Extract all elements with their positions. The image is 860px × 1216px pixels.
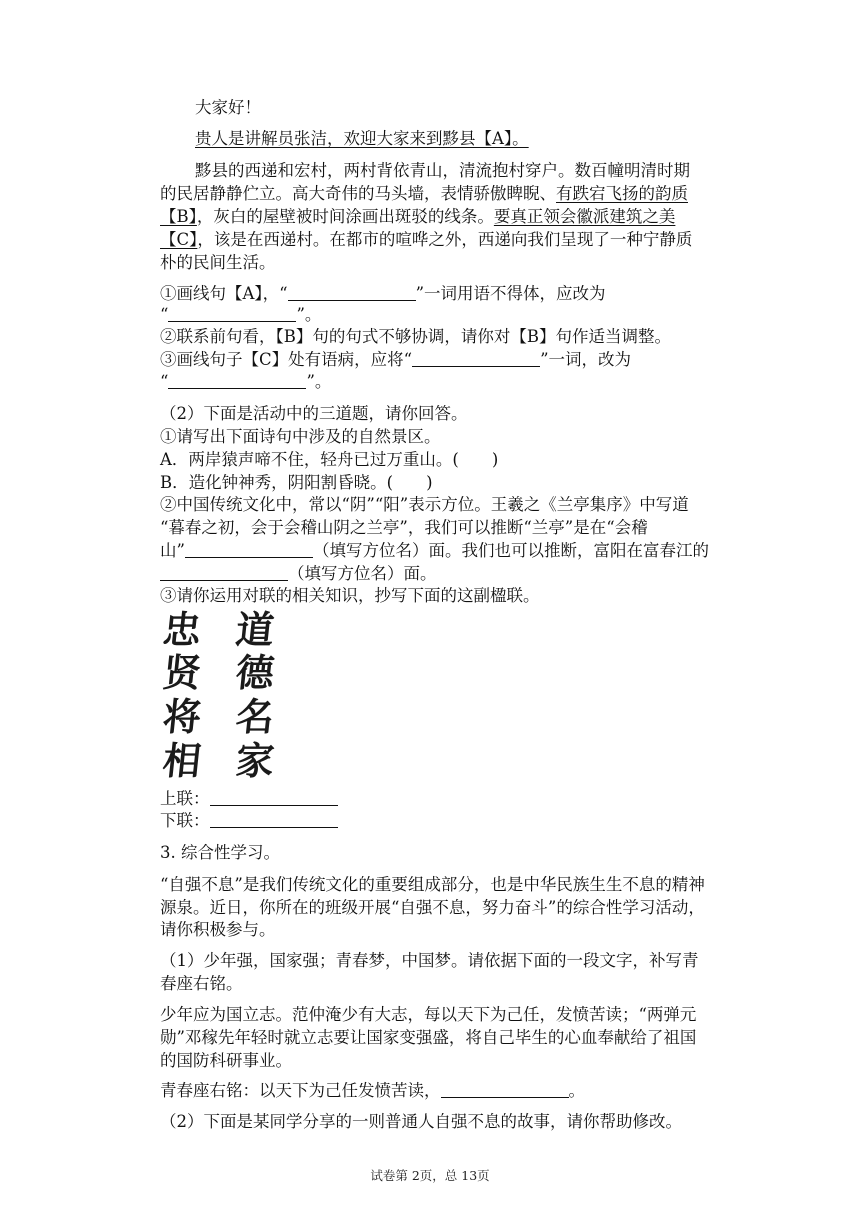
q1-item-c: ③画线句子【C】处有语病，应将“ ”一词，改为 xyxy=(160,350,631,369)
answer-blank[interactable] xyxy=(441,1081,569,1098)
q2-option-a: A．两岸猿声啼不住，轻舟已过万重山。( ) xyxy=(160,450,499,469)
section-3-para-1-line-1: “自强不息”是我们传统文化的重要组成部分，也是中华民族生生不息的精神 xyxy=(160,875,705,894)
passage-line-2: 的民居静静伫立。高大奇伟的马头墙，表情骄傲睥睨、有跌宕飞扬的韵质 xyxy=(160,184,688,203)
answer-blank[interactable] xyxy=(168,305,296,322)
answer-blank[interactable] xyxy=(288,284,416,301)
motto-line: 青春座右铭：以天下为己任发愤苦读， 。 xyxy=(160,1081,585,1100)
passage-line-1: 黟县的西递和宏村，两村背依青山，清流抱村穿户。数百幢明清时期 xyxy=(195,161,690,180)
sentence-b-underlined: 有跌宕飞扬的韵质 xyxy=(556,184,688,203)
passage-line-3: 【B】，灰白的屋壁被时间涂画出斑驳的线条。要真正领会徽派建筑之美 xyxy=(160,207,676,226)
couplet-char: 德 xyxy=(233,650,277,695)
couplet-char: 忠 xyxy=(160,607,204,652)
passage-line-4: 【C】，该是在西递村。在都市的喧哗之外，西递向我们呈现了一种宁静质 xyxy=(160,230,693,249)
greeting: 大家好！ xyxy=(195,98,261,117)
section-3-q2: （2）下面是某同学分享的一则普通人自强不息的故事，请你帮助修改。 xyxy=(160,1112,682,1131)
answer-blank[interactable] xyxy=(168,372,306,389)
upper-couplet-line: 上联： xyxy=(160,788,338,810)
q2-heading: （2）下面是活动中的三道题，请你回答。 xyxy=(160,404,468,423)
section-3-q1-line-2: 春座右铭。 xyxy=(160,974,243,993)
q2-sub-2-line-2: “暮春之初，会于会稽山阴之兰亭”，我们可以推断“兰亭”是在“会稽 xyxy=(160,518,648,537)
answer-blank[interactable] xyxy=(160,564,288,581)
section-3-q1-line-1: （1）少年强，国家强；青春梦，中国梦。请依据下面的一段文字，补写青 xyxy=(160,951,699,970)
section-3-para-2-line-1: 少年应为国立志。范仲淹少有大志，每以天下为己任，发愤苦读；“两弹元 xyxy=(160,1005,697,1024)
couplet-char: 道 xyxy=(233,607,277,652)
couplet-char: 贤 xyxy=(160,650,204,695)
section-3-title: 3. 综合性学习。 xyxy=(160,843,280,862)
answer-blank[interactable] xyxy=(210,811,338,828)
passage-line-5: 朴的民间生活。 xyxy=(160,253,276,272)
sentence-c-underlined: 要真正领会徽派建筑之美 xyxy=(493,207,676,226)
q2-sub-1: ①请写出下面诗句中涉及的自然景区。 xyxy=(160,427,441,446)
couplet-char: 将 xyxy=(160,694,204,739)
intro-sentence-a: 贵人是讲解员张洁，欢迎大家来到黟县【A】。 xyxy=(195,129,529,148)
lower-couplet-line: 下联： xyxy=(160,810,338,832)
section-3-para-1-line-3: 请你积极参与。 xyxy=(160,920,276,939)
answer-blank[interactable] xyxy=(412,350,540,367)
section-3-para-2-line-2: 勋”邓稼先年轻时就立志要让国家变强盛，将自己毕生的心血奉献给了祖国 xyxy=(160,1028,697,1047)
couplet-char: 名 xyxy=(233,694,277,739)
answer-blank[interactable] xyxy=(185,541,313,558)
q1-item-b: ②联系前句看，【B】句的句式不够协调，请你对【B】句作适当调整。 xyxy=(160,327,672,346)
q2-sub-2-line-3: 山” （填写方位名）面。我们也可以推断，富阳在富春江的 xyxy=(160,541,709,560)
page-footer: 试卷第 2页，总 13页 xyxy=(370,1168,490,1183)
section-3-para-1-line-2: 源泉。近日，你所在的班级开展“自强不息，努力奋斗”的综合性学习活动， xyxy=(160,898,705,917)
section-3-para-2-line-3: 的国防科研事业。 xyxy=(160,1051,292,1070)
q1-item-a: ①画线句【A】，“ ”一词用语不得体，应改为 xyxy=(160,284,606,303)
q2-sub-2-line-4: （填写方位名）面。 xyxy=(160,563,437,585)
q1-item-c-cont: “ ”。 xyxy=(160,372,332,391)
q1-item-a-cont: “ ”。 xyxy=(160,305,322,324)
answer-blank[interactable] xyxy=(210,789,338,806)
q2-sub-3: ③请你运用对联的相关知识，抄写下面的这副楹联。 xyxy=(160,586,540,605)
q2-option-b: B．造化钟神秀，阴阳割昏晓。( ) xyxy=(160,473,433,492)
q2-sub-2-line-1: ②中国传统文化中，常以“阴”“阳”表示方位。王羲之《兰亭集序》中写道 xyxy=(160,495,689,514)
couplet-char: 家 xyxy=(233,738,277,783)
couplet-char: 相 xyxy=(160,738,204,783)
